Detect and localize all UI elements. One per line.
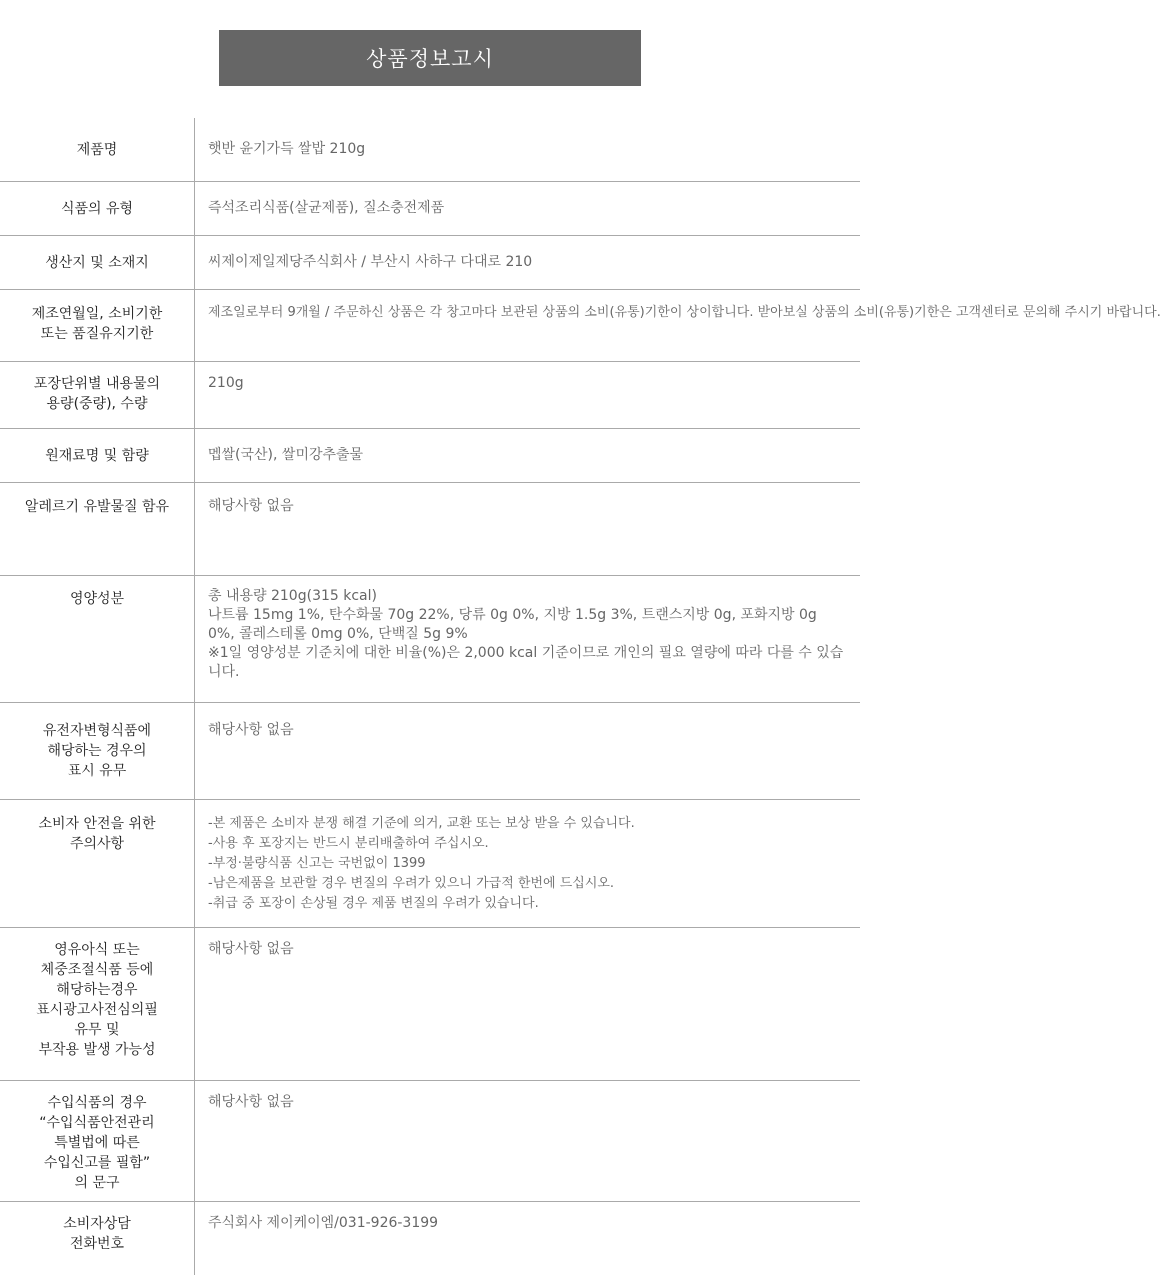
table-row — [0, 182, 860, 236]
table-row — [0, 928, 860, 1081]
row-value: 멥쌀(국산), 쌀미강추출물 — [208, 447, 364, 463]
row-label: 영유아식 또는 체중조절식품 등에 해당하는경우 표시광고사전심의필 유무 및 부작용 발생 가능성 — [0, 928, 195, 1080]
table-row — [0, 290, 1161, 362]
row-label: 유전자변형식품에 해당하는 경우의 표시 유무 — [0, 703, 195, 799]
table-row — [0, 576, 860, 703]
table-row — [0, 429, 860, 483]
row-label: 소비자상담 전화번호 — [0, 1202, 195, 1275]
row-value: 씨제이제일제당주식회사 / 부산시 사하구 다대로 210 — [208, 254, 533, 270]
table-row — [0, 483, 860, 576]
row-value: 주식회사 제이케이엠/031-926-3199 — [208, 1215, 439, 1231]
row-label: 생산지 및 소재지 — [0, 236, 195, 289]
row-label: 수입식품의 경우 “수입식품안전관리 특별법에 따른 수입신고를 필함” 의 문구 — [0, 1081, 195, 1201]
row-label: 제품명 — [0, 118, 195, 181]
table-row — [0, 1202, 860, 1275]
table-row — [0, 118, 860, 182]
row-label: 영양성분 — [0, 576, 195, 702]
row-value: 해당사항 없음 — [208, 498, 294, 514]
row-label: 식품의 유형 — [0, 182, 195, 235]
page-title: 상품정보고시 — [219, 30, 641, 86]
row-value: 총 내용량 210g(315 kcal) 나트륨 15mg 1%, 탄수화물 70g 22%, 당류 0g 0%, 지방 1.5g 3%, 트랜스지방 0g, 포화지방 0g 0%, 콜레스테롤 0mg 0%, 단백질 5g 9% ※1일 영양성분 기준치에 대한 비율(%)은 2,000 kcal 기준이므로 개인의 필요 열량에 따라 다를 수 있습니다. — [208, 588, 844, 680]
row-value: 210g — [208, 375, 244, 391]
row-label: 원재료명 및 함량 — [0, 429, 195, 482]
row-value: 햇반 윤기가득 쌀밥 210g — [208, 141, 366, 157]
row-value: 해당사항 없음 — [208, 941, 294, 957]
table-row — [0, 236, 860, 290]
row-label: 제조연월일, 소비기한 또는 품질유지기한 — [0, 290, 195, 361]
table-row — [0, 703, 860, 800]
row-value: 제조일로부터 9개월 / 주문하신 상품은 각 창고마다 보관된 상품의 소비(유통)기한이 상이합니다. 받아보실 상품의 소비(유통)기한은 고객센터로 문의해 주시기 바랍니다. — [208, 305, 1161, 320]
table-row — [0, 800, 860, 928]
product-info-table — [0, 118, 1161, 1275]
row-label: 소비자 안전을 위한 주의사항 — [0, 800, 195, 927]
row-value: -본 제품은 소비자 분쟁 해결 기준에 의거, 교환 또는 보상 받을 수 있습니다. -사용 후 포장지는 반드시 분리배출하여 주십시오. -부정·불량식품 신고는 국번없이 1399 -남은제품을 보관할 경우 변질의 우려가 있으니 가급적 한번에 드십시오. -취급 중 포장이 손상될 경우 제품 변질의 우려가 있습니다. — [208, 816, 635, 911]
table-row — [0, 1081, 860, 1202]
table-row — [0, 362, 860, 429]
row-value: 해당사항 없음 — [208, 722, 294, 738]
row-value: 해당사항 없음 — [208, 1094, 294, 1110]
row-value: 즉석조리식품(살균제품), 질소충전제품 — [208, 200, 445, 216]
row-label: 포장단위별 내용물의 용량(중량), 수량 — [0, 362, 195, 428]
row-label: 알레르기 유발물질 함유 — [0, 483, 195, 575]
